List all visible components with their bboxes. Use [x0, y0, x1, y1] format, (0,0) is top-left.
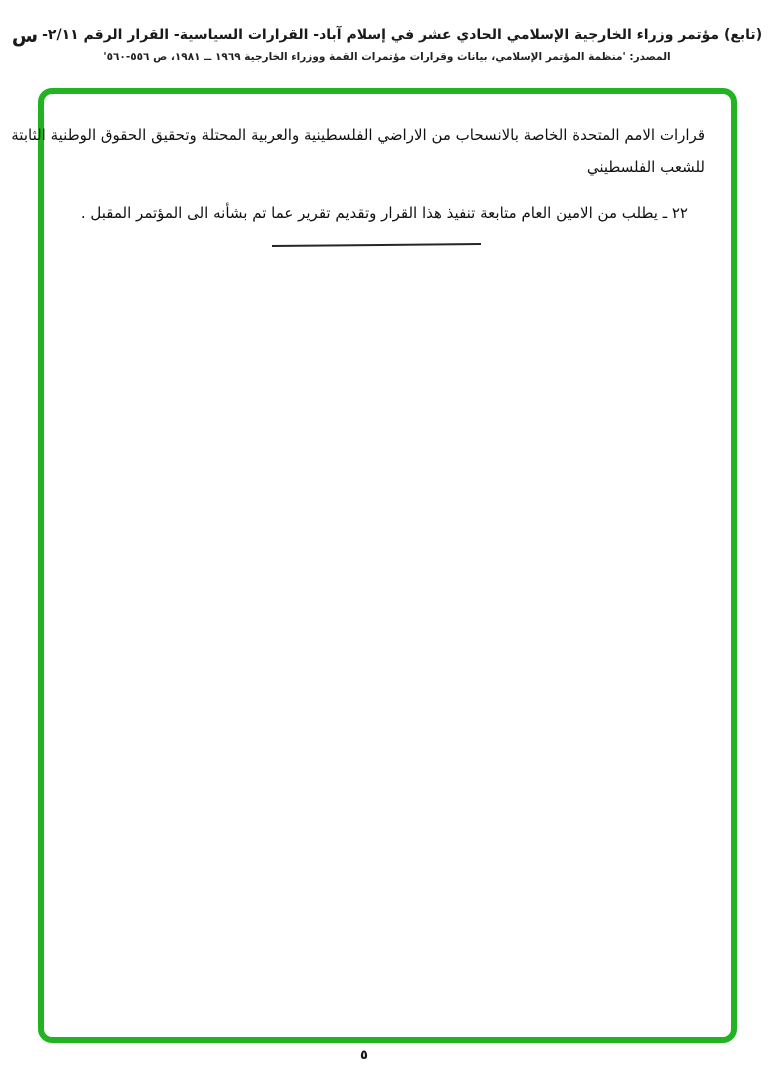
document-header [0, 22, 774, 63]
header-title-text: (تابع) مؤتمر وزراء الخارجية الإسلامي الحادي عشر في إسلام آباد- القرارات السياسية- القرار الرقم ٢/١١- [42, 27, 763, 43]
page-border-frame [11, 88, 737, 1043]
header-source-line: المصدر: 'منظمة المؤتمر الإسلامي، بيانات وقرارات مؤتمرات القمة ووزراء الخارجية ١٩٦٩ ــ ١٩٨١، ص ٥٥٦-٥٦٠' [103, 51, 671, 63]
section-divider-line [272, 243, 481, 247]
paragraph-resolutions-line1: قرارات الامم المتحدة الخاصة بالانسحاب من الاراضي الفلسطينية والعربية المحتلة وتحقيق الحقوق الوطنية الثابتة [11, 126, 705, 144]
paragraph-clause-22: ٢٢ ـ يطلب من الامين العام متابعة تنفيذ هذا القرار وتقديم تقرير عما تم بشأنه الى المؤتمر المقبل . [80, 203, 688, 222]
document-body [11, 124, 705, 225]
header-title-line [0, 22, 774, 47]
paragraph-resolutions-line2: للشعب الفلسطيني [586, 158, 705, 177]
page-number: ٥ [360, 1048, 368, 1063]
header-title-suffix-mark: س [11, 25, 39, 47]
